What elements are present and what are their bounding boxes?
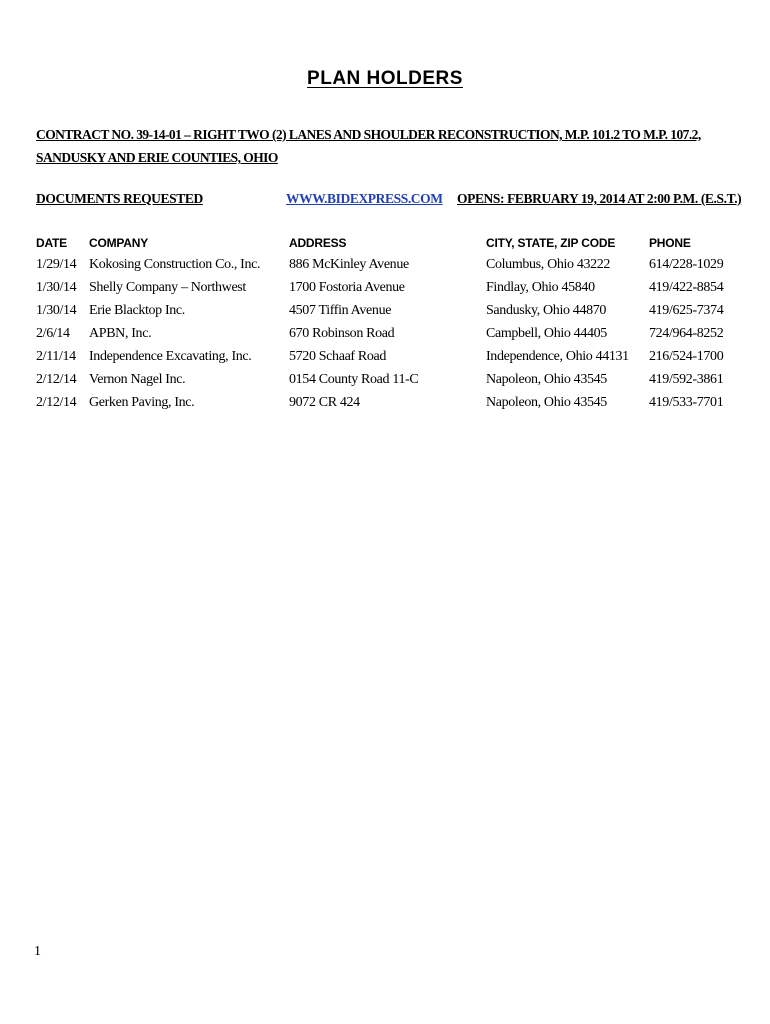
cell-city: Findlay, Ohio 45840: [486, 280, 595, 295]
table-row: [0, 372, 770, 395]
cell-address: 4507 Tiffin Avenue: [289, 303, 392, 318]
cell-phone: 216/524-1700: [649, 349, 724, 364]
table-row: [0, 303, 770, 326]
cell-city: Campbell, Ohio 44405: [486, 326, 607, 341]
plan-holders-table: [0, 257, 770, 418]
documents-requested-label: DOCUMENTS REQUESTED: [36, 191, 203, 206]
cell-date: 2/12/14: [36, 372, 77, 387]
cell-date: 1/30/14: [36, 303, 77, 318]
cell-phone: 724/964-8252: [649, 326, 724, 341]
cell-phone: 614/228-1029: [649, 257, 724, 272]
cell-date: 1/30/14: [36, 280, 77, 295]
cell-address: 5720 Schaaf Road: [289, 349, 387, 364]
contract-description: CONTRACT NO. 39-14-01 – RIGHT TWO (2) LANES AND SHOULDER RECONSTRUCTION, M.P. 101.2 TO M.P. 107.2, SANDUSKY AND ERIE COUNTIES, OHIO: [36, 127, 701, 165]
cell-city: Sandusky, Ohio 44870: [486, 303, 607, 318]
table-row: [0, 257, 770, 280]
table-row: [0, 395, 770, 418]
cell-phone: 419/422-8854: [649, 280, 724, 295]
table-row: [0, 326, 770, 349]
title-text: PLAN HOLDERS: [307, 68, 463, 89]
cell-city: Napoleon, Ohio 43545: [486, 395, 607, 410]
cell-date: 2/11/14: [36, 349, 76, 364]
cell-company: Erie Blacktop Inc.: [89, 303, 185, 318]
cell-city: Napoleon, Ohio 43545: [486, 372, 607, 387]
cell-city: Columbus, Ohio 43222: [486, 257, 611, 272]
cell-address: 886 McKinley Avenue: [289, 257, 409, 272]
bid-info-row: [0, 191, 770, 213]
column-header-company: COMPANY: [89, 236, 149, 250]
column-header-date: DATE: [36, 236, 67, 250]
cell-company: APBN, Inc.: [89, 326, 152, 341]
cell-phone: 419/625-7374: [649, 303, 724, 318]
page-title: [0, 68, 770, 90]
cell-date: 1/29/14: [36, 257, 77, 272]
table-row: [0, 280, 770, 303]
cell-company: Vernon Nagel Inc.: [89, 372, 186, 387]
cell-address: 9072 CR 424: [289, 395, 360, 410]
cell-date: 2/12/14: [36, 395, 77, 410]
cell-phone: 419/592-3861: [649, 372, 724, 387]
column-header-address: ADDRESS: [289, 236, 347, 250]
cell-company: Kokosing Construction Co., Inc.: [89, 257, 261, 272]
table-row: [0, 349, 770, 372]
cell-address: 670 Robinson Road: [289, 326, 395, 341]
cell-phone: 419/533-7701: [649, 395, 724, 410]
cell-address: 0154 County Road 11-C: [289, 372, 419, 387]
page-number: 1: [34, 944, 41, 959]
cell-company: Gerken Paving, Inc.: [89, 395, 195, 410]
cell-city: Independence, Ohio 44131: [486, 349, 629, 364]
column-header-city: CITY, STATE, ZIP CODE: [486, 236, 616, 250]
cell-address: 1700 Fostoria Avenue: [289, 280, 405, 295]
cell-date: 2/6/14: [36, 326, 70, 341]
bidexpress-link[interactable]: WWW.BIDEXPRESS.COM: [286, 191, 443, 206]
cell-company: Shelly Company – Northwest: [89, 280, 246, 295]
bid-opening-date: OPENS: FEBRUARY 19, 2014 AT 2:00 P.M. (E.S.T.): [457, 191, 742, 206]
cell-company: Independence Excavating, Inc.: [89, 349, 252, 364]
column-header-phone: PHONE: [649, 236, 691, 250]
